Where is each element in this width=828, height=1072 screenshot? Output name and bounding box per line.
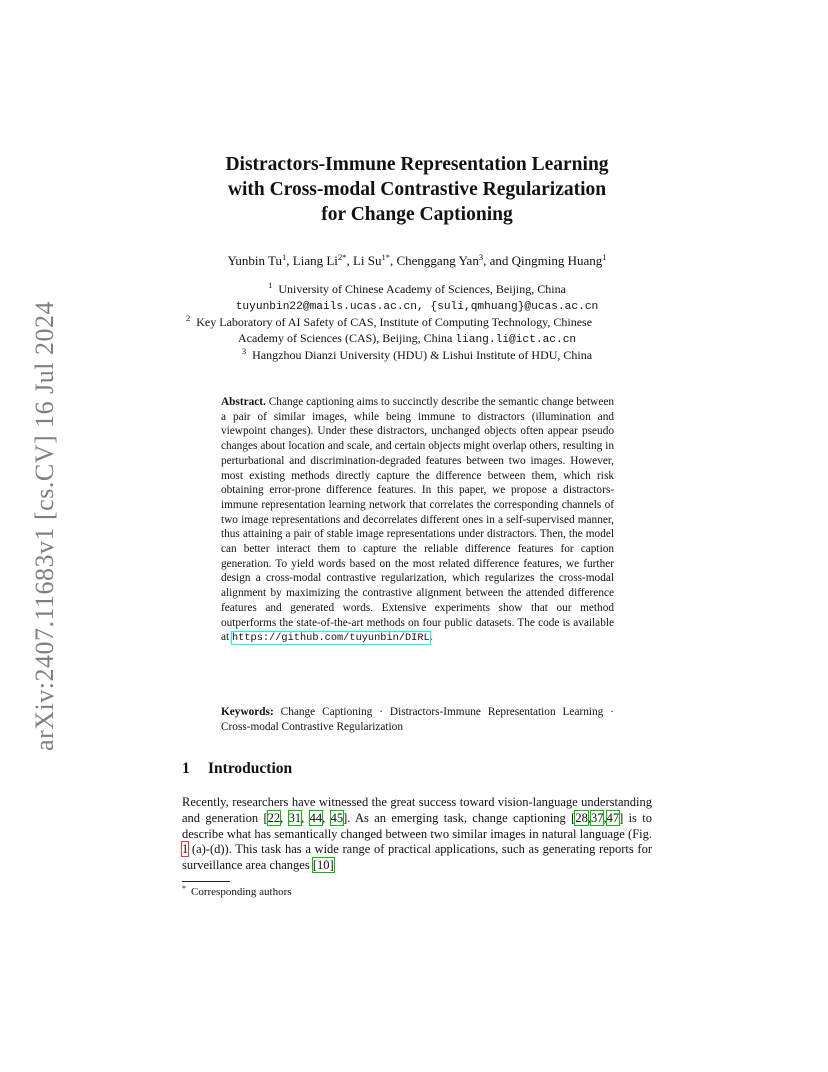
title-line: for Change Captioning (321, 204, 513, 225)
section-heading (182, 760, 292, 778)
author-list: Yunbin Tu$^1$, Liang $Li^{2*}$, Li $Su^{1*}$, Chenggang Yan$^3$, and Qingming Huang$^1$ (227, 252, 607, 268)
keywords-label: Keywords: (221, 706, 274, 718)
abstract-label: Abstract. (221, 396, 266, 408)
intro-paragraph: Recently, researchers have witnessed the great success toward vision-language understanding and generation [22, 31, 44, 45]. As an emerging task, change captioning [28,37,47] is to describe what has semantically changed between two similar images in natural language (Fig. 1 (a)-(d)). This task has a wide range of practical applications, such as generating reports for surveillance area changes [10] (182, 795, 652, 873)
author-affiliation-mark: 1 (602, 252, 607, 262)
email-address[interactable]: tuyunbin22@mails.ucas.ac.cn, {suli,qmhuang}@ucas.ac.cn (235, 300, 599, 313)
footnote-rule (182, 881, 230, 882)
affiliation-3: $^3$ Hangzhou Dianzi University (HDU) & Lishui Institute of HDU, China (241, 346, 593, 362)
section-number: 1 (182, 760, 190, 777)
author-name: Qingming Huang (511, 253, 603, 268)
paper-title (150, 152, 684, 227)
abstract: Abstract. Change captioning aims to succinctly describe the semantic change between a pair of similar images, while being immune to distractors (illumination and viewpoint changes). Under these distractors, unchanged objects often appear pseudo changes about location and scale, and certain objects might overlap others, resulting in perturbational and discrimination-degraded features between two images. However, most existing methods directly capture the difference between them, which risk obtaining error-prone difference features. In this paper, we propose a distractors-immune representation learning network that correlates the corresponding channels of two image representations and decorrelates different ones in a self-supervised manner, thus attaining a pair of stable image representations under distractors. Then, the model can better interact them to capture the reliable difference features for caption generation. To yield words based on the most related difference features, we further design a cross-modal contrastive regularization, which regularizes the cross-modal alignment by maximizing the contrastive alignment between the attended difference features and generated words. Extensive experiments show that our method outperforms the state-of-the-art methods on four public datasets. The code is available at https://github.com/tuyunbin/DIRL. (221, 396, 615, 645)
citation-link[interactable]: 22 (267, 810, 281, 825)
abstract-text: Change captioning aims to succinctly describe the semantic change between a pair of similar images, while being immune to distractors (illumination and viewpoint changes). Under these distractors, unchanged objects often appear pseudo changes about location and scale, and certain objects might overlap others, resulting in perturbational and discrimination-degraded features between two images. However, most existing methods directly capture the difference between them, which risk obtaining error-prone difference features. In this paper, we propose a distractors-immune representation learning network that correlates the corresponding channels of two image representations and decorrelates different ones in a self-supervised manner, thus attaining a pair of stable image representations under distractors. Then, the model can better interact them to capture the reliable difference features for caption generation. To yield words based on the most related difference features, we further design a cross-modal contrastive regularization, which regularizes the cross-modal alignment by maximizing the contrastive alignment between the attended difference features and generated words. Extensive experiments show that our method outperforms the state-of-the-art methods on four public datasets. The code is available at (221, 396, 615, 644)
citation-link[interactable]: [10] (312, 858, 334, 873)
keywords (221, 705, 614, 734)
footnote (182, 886, 292, 898)
keywords-text: Change Captioning · Distractors-Immune Representation Learning · Cross-modal Contrastive Regularization (221, 706, 614, 733)
author-affiliation-mark: 1 (282, 252, 287, 262)
author-affiliation-mark: 1* (381, 252, 390, 262)
footnote-mark: * (182, 884, 186, 893)
citation-link[interactable]: 31 (288, 810, 302, 825)
author-name: Chenggang Yan (396, 253, 479, 268)
section-title: Introduction (208, 760, 293, 777)
affiliation-2: $^2$ Key Laboratory of AI Safety of CAS, Institute of Computing Technology, Chinese Academy of Sciences (CAS), Beijing, China liang.li@ict.ac.cn (186, 313, 593, 346)
citation-link[interactable]: 37 (590, 810, 604, 825)
title-line: with Cross-modal Contrastive Regularization (227, 179, 607, 200)
code-link[interactable]: https://github.com/tuyunbin/DIRL (231, 632, 430, 645)
email-address[interactable]: liang.li@ict.ac.cn (455, 333, 577, 346)
figure-link[interactable]: 1 (182, 842, 189, 857)
citation-link[interactable]: 44 (309, 810, 323, 825)
citation-link[interactable]: 45 (330, 810, 344, 825)
citation-link[interactable]: 28 (575, 810, 588, 825)
author-name: Li Su (352, 253, 382, 268)
citation-link[interactable]: 47 (606, 810, 620, 825)
author-affiliation-mark: 2* (337, 252, 347, 262)
author-name: Liang Li (292, 253, 338, 268)
author-name: Yunbin Tu (227, 253, 283, 268)
title-line: Distractors-Immune Representation Learning (225, 154, 609, 175)
affiliations (150, 282, 684, 364)
affiliation-1-email (150, 298, 684, 316)
arxiv-identifier: arXiv:2407.11683v1 [cs.CV] 16 Jul 2024 (30, 301, 59, 751)
affiliation-1: $^1$ University of Chinese Academy of Sciences, Beijing, China (268, 280, 566, 296)
author-affiliation-mark: 3 (478, 252, 484, 262)
footnote-text: Corresponding authors (191, 886, 292, 898)
